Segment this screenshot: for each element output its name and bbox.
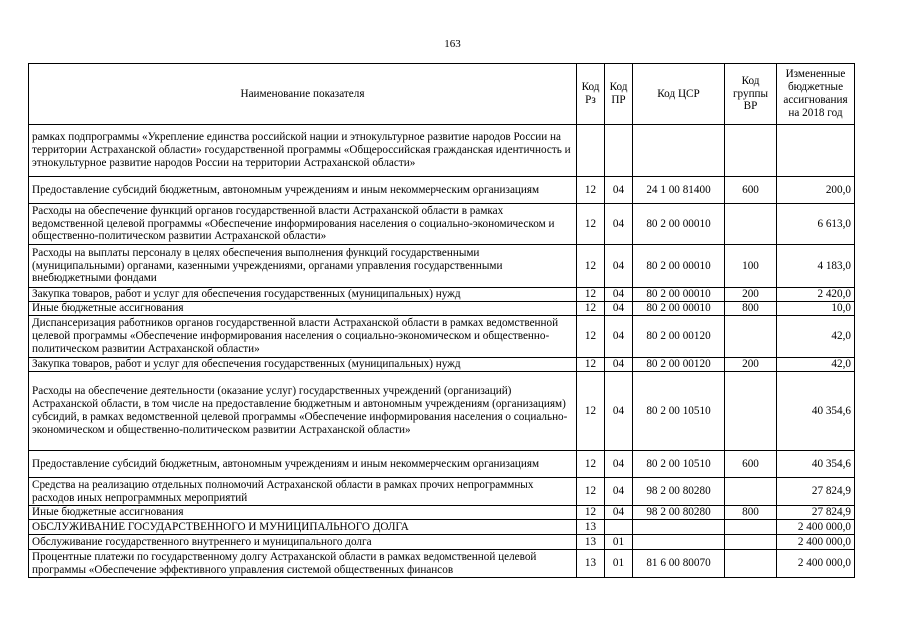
- row-rz: 13: [577, 535, 605, 550]
- row-vr: [725, 125, 777, 177]
- row-pr: 04: [605, 372, 633, 451]
- header-rz: Код Рз: [577, 64, 605, 125]
- row-name: Обслуживание государственного внутреннего и муниципального долга: [29, 535, 577, 550]
- row-rz: [577, 125, 605, 177]
- row-name: Расходы на обеспечение функций органов государственной власти Астраханской области в рамках ведомственной целевой программы «Обеспечение информирования населения о социально-экономическом и общественно-политическом развитии Астраханской области»: [29, 204, 577, 245]
- row-sum: 27 824,9: [777, 506, 855, 520]
- row-csr: 98 2 00 80280: [633, 506, 725, 520]
- table-row: [29, 451, 855, 478]
- row-name: Расходы на обеспечение деятельности (оказание услуг) государственных учреждений (организаций) Астраханской области, в том числе на предоставление бюджетным и автономным учреждениям (организациям) субсидий, в рамках ведомственной целевой программы «Обеспечение информирования населения о социально-экономическом и общественно-политическом развитии Астраханской области»: [29, 372, 577, 451]
- page-number: 163: [444, 38, 461, 50]
- row-rz: 12: [577, 451, 605, 478]
- budget-table: [28, 63, 855, 578]
- table-row: [29, 372, 855, 451]
- row-sum: 200,0: [777, 177, 855, 204]
- row-pr: 04: [605, 177, 633, 204]
- row-rz: 13: [577, 550, 605, 578]
- row-pr: 04: [605, 288, 633, 302]
- table-row: [29, 204, 855, 245]
- row-csr: 80 2 00 00010: [633, 245, 725, 288]
- row-pr: 04: [605, 302, 633, 316]
- row-csr: 24 1 00 81400: [633, 177, 725, 204]
- row-vr: 200: [725, 358, 777, 372]
- row-vr: [725, 316, 777, 358]
- header-csr: Код ЦСР: [633, 64, 725, 125]
- row-sum: 2 420,0: [777, 288, 855, 302]
- row-rz: 12: [577, 372, 605, 451]
- row-rz: 12: [577, 204, 605, 245]
- row-sum: 40 354,6: [777, 372, 855, 451]
- row-vr: [725, 535, 777, 550]
- table-row: [29, 245, 855, 288]
- header-vr: Код группы ВР: [725, 64, 777, 125]
- row-rz: 12: [577, 177, 605, 204]
- row-csr: [633, 125, 725, 177]
- table-row: [29, 302, 855, 316]
- row-rz: 12: [577, 506, 605, 520]
- row-pr: 04: [605, 478, 633, 506]
- row-csr: 80 2 00 00120: [633, 316, 725, 358]
- row-rz: 12: [577, 358, 605, 372]
- row-vr: 800: [725, 302, 777, 316]
- table-row: [29, 288, 855, 302]
- row-csr: 80 2 00 00010: [633, 288, 725, 302]
- row-rz: 12: [577, 478, 605, 506]
- row-pr: 01: [605, 535, 633, 550]
- row-rz: 13: [577, 520, 605, 535]
- row-name: Расходы на выплаты персоналу в целях обеспечения выполнения функций государственными (муниципальными) органами, казенными учреждениями, органами управления государственными внебюджетными фондами: [29, 245, 577, 288]
- table-row: [29, 506, 855, 520]
- row-vr: 600: [725, 451, 777, 478]
- row-csr: 80 2 00 00120: [633, 358, 725, 372]
- header-pr: Код ПР: [605, 64, 633, 125]
- row-name: Диспансеризация работников органов государственной власти Астраханской области в рамках ведомственной целевой программы «Обеспечение информирования населения о социально-экономическом и общественно-политическом развитии Астраханской области»: [29, 316, 577, 358]
- row-vr: 800: [725, 506, 777, 520]
- row-rz: 12: [577, 302, 605, 316]
- row-sum: 2 400 000,0: [777, 520, 855, 535]
- row-pr: 04: [605, 451, 633, 478]
- row-name: Процентные платежи по государственному долгу Астраханской области в рамках ведомственной целевой программы «Обеспечение эффективного управления системой общественных финансов: [29, 550, 577, 578]
- table-row: [29, 358, 855, 372]
- row-pr: 04: [605, 316, 633, 358]
- row-csr: 80 2 00 10510: [633, 372, 725, 451]
- row-sum: 6 613,0: [777, 204, 855, 245]
- row-vr: [725, 550, 777, 578]
- row-name: ОБСЛУЖИВАНИЕ ГОСУДАРСТВЕННОГО И МУНИЦИПАЛЬНОГО ДОЛГА: [29, 520, 577, 535]
- row-name: Закупка товаров, работ и услуг для обеспечения государственных (муниципальных) нужд: [29, 358, 577, 372]
- table-row: [29, 177, 855, 204]
- row-vr: [725, 520, 777, 535]
- table-row: [29, 125, 855, 177]
- row-csr: [633, 520, 725, 535]
- row-sum: 40 354,6: [777, 451, 855, 478]
- row-csr: 80 2 00 10510: [633, 451, 725, 478]
- row-sum: 42,0: [777, 316, 855, 358]
- table-row: [29, 550, 855, 578]
- row-csr: 80 2 00 00010: [633, 302, 725, 316]
- row-pr: 04: [605, 506, 633, 520]
- row-csr: 98 2 00 80280: [633, 478, 725, 506]
- row-vr: 100: [725, 245, 777, 288]
- row-name: Иные бюджетные ассигнования: [29, 302, 577, 316]
- row-pr: [605, 520, 633, 535]
- table-header-row: [29, 64, 855, 125]
- row-vr: [725, 204, 777, 245]
- row-vr: 600: [725, 177, 777, 204]
- row-sum: [777, 125, 855, 177]
- row-sum: 42,0: [777, 358, 855, 372]
- header-sum: Измененные бюджетные ассигнования на 2018 год: [777, 64, 855, 125]
- row-rz: 12: [577, 316, 605, 358]
- row-pr: 04: [605, 245, 633, 288]
- table-row: [29, 478, 855, 506]
- row-rz: 12: [577, 288, 605, 302]
- row-rz: 12: [577, 245, 605, 288]
- table-row: [29, 535, 855, 550]
- row-vr: [725, 478, 777, 506]
- row-sum: 2 400 000,0: [777, 535, 855, 550]
- row-name: рамках подпрограммы «Укрепление единства российской нации и этнокультурное развитие народов России на территории Астраханской области» государственной программы «Общероссийская гражданская идентичность и этнокультурное развитие народов России на территории Астраханской области»: [29, 125, 577, 177]
- row-name: Иные бюджетные ассигнования: [29, 506, 577, 520]
- row-pr: 01: [605, 550, 633, 578]
- row-name: Закупка товаров, работ и услуг для обеспечения государственных (муниципальных) нужд: [29, 288, 577, 302]
- row-pr: 04: [605, 358, 633, 372]
- row-name: Предоставление субсидий бюджетным, автономным учреждениям и иным некоммерческим организациям: [29, 177, 577, 204]
- table-row: [29, 316, 855, 358]
- row-sum: 10,0: [777, 302, 855, 316]
- row-csr: 81 6 00 80070: [633, 550, 725, 578]
- row-sum: 27 824,9: [777, 478, 855, 506]
- row-sum: 4 183,0: [777, 245, 855, 288]
- table-row: [29, 520, 855, 535]
- row-csr: 80 2 00 00010: [633, 204, 725, 245]
- row-vr: 200: [725, 288, 777, 302]
- row-pr: 04: [605, 204, 633, 245]
- row-vr: [725, 372, 777, 451]
- header-name: Наименование показателя: [29, 64, 577, 125]
- row-csr: [633, 535, 725, 550]
- row-name: Средства на реализацию отдельных полномочий Астраханской области в рамках прочих непрограммных расходов иных непрограммных мероприятий: [29, 478, 577, 506]
- row-pr: [605, 125, 633, 177]
- row-name: Предоставление субсидий бюджетным, автономным учреждениям и иным некоммерческим организациям: [29, 451, 577, 478]
- row-sum: 2 400 000,0: [777, 550, 855, 578]
